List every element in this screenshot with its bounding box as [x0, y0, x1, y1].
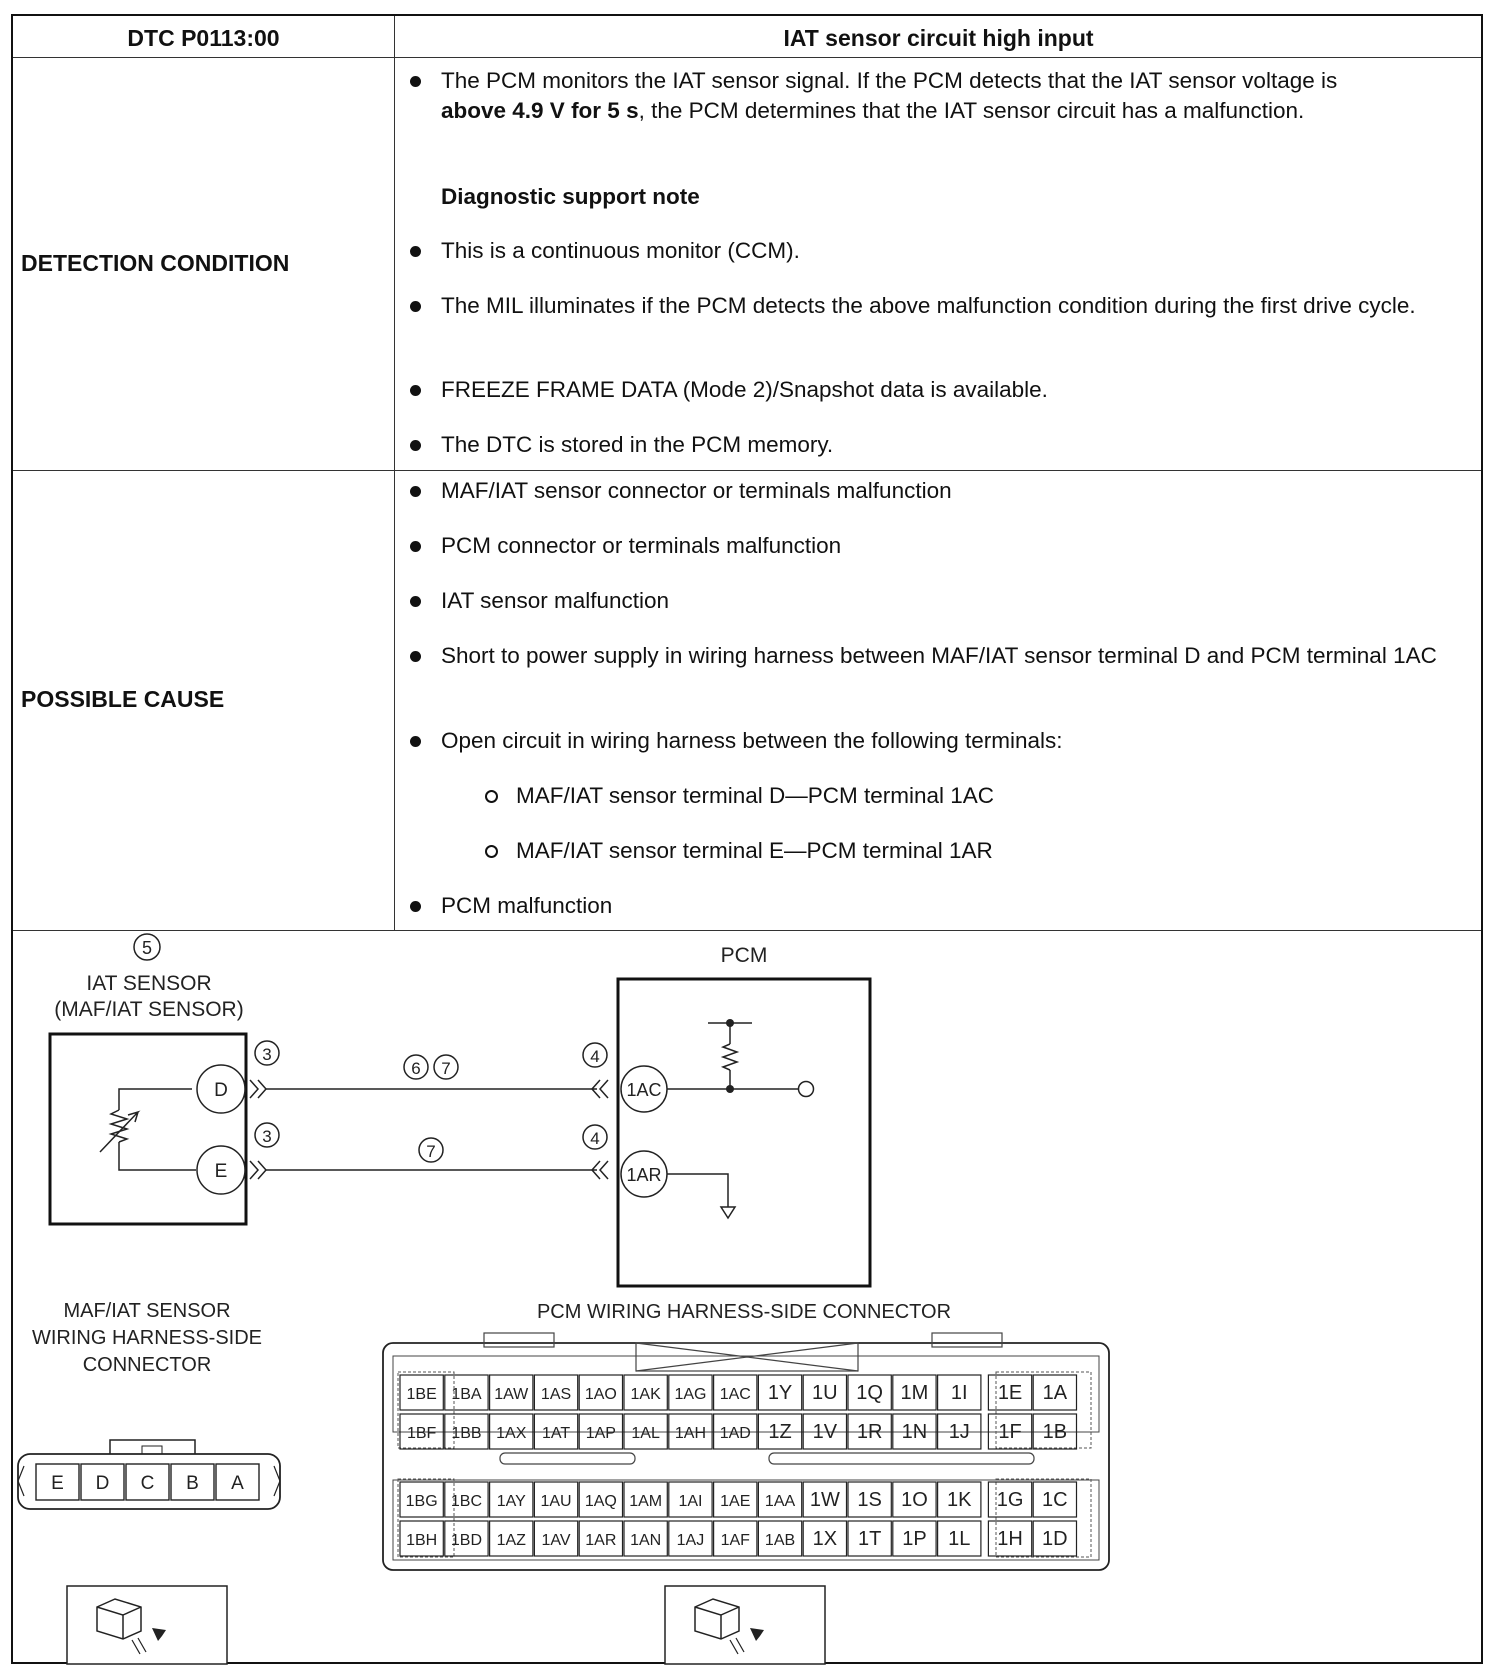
monitor-text-pre: The PCM monitors the IAT sensor signal. If the PCM detects that the IAT sensor voltage is [441, 68, 1338, 93]
cause-subtext: MAF/IAT sensor terminal E—PCM terminal 1AR [516, 838, 993, 863]
sensor-connector-pin-label: C [140, 1473, 155, 1494]
sensor-connector-title: CONNECTOR [82, 1354, 212, 1376]
dtc-title: IAT sensor circuit high input [783, 24, 1094, 51]
pcm-connector [383, 1333, 1109, 1570]
sensor-connector-key [142, 1446, 162, 1454]
pcm-connector-pin-label: 1BH [406, 1532, 438, 1549]
pcm-connector-pin-label: 1BE [406, 1386, 437, 1403]
pcm-connector-pin-label: 1D [1042, 1528, 1068, 1550]
pcm-connector-pin-label: 1Y [767, 1382, 793, 1404]
sensor-conn-ref: 3 [262, 1127, 272, 1146]
wire2-ref: 7 [426, 1142, 436, 1161]
pcm-connector-pin-label: 1AM [629, 1493, 663, 1510]
pcm-connector-pin-label: 1BF [406, 1425, 437, 1442]
diagnostic-note-heading: Diagnostic support note [441, 184, 700, 209]
note-text: The MIL illuminates if the PCM detects the above malfunction condition during the first drive cycle. [441, 293, 1416, 318]
pcm-connector-pin-label: 1AW [494, 1386, 529, 1403]
pcm-connector-pin-label: 1AP [585, 1425, 616, 1442]
pcm-connector-pin-label: 1K [947, 1489, 972, 1511]
pcm-connector-pin-label: 1AG [674, 1386, 707, 1403]
pcm-connector-pin-label: 1BB [451, 1425, 482, 1442]
cause-text: IAT sensor malfunction [441, 588, 670, 613]
pcm-connector-pin-label: 1AD [719, 1425, 751, 1442]
note-text: FREEZE FRAME DATA (Mode 2)/Snapshot data is available. [441, 377, 1048, 402]
pcm-title: PCM [720, 944, 768, 967]
pcm-connector-pin-label: 1M [900, 1382, 929, 1404]
dtc-code: DTC P0113:00 [127, 24, 280, 51]
pcm-connector-pin-label: 1AT [541, 1425, 571, 1442]
pcm-connector-pin-label: 1AS [540, 1386, 572, 1403]
note-text: The DTC is stored in the PCM memory. [441, 432, 834, 457]
pcm-connector-pin-label: 1A [1042, 1382, 1068, 1404]
pcm-connector-pin-label: 1U [812, 1382, 838, 1404]
sensor-connector-latch [110, 1440, 195, 1454]
thermistor-leads [119, 1089, 196, 1170]
pcm-connector-pin-label: 1AX [496, 1425, 527, 1442]
pcm-connector-pin-label: 1AI [678, 1493, 703, 1510]
pcm-connector-pin-label: 1I [950, 1382, 968, 1404]
pcm-connector-pin-label: 1AB [764, 1532, 796, 1549]
pcm-connector-pin-label: 1Q [856, 1382, 883, 1404]
wire1-ref: 7 [441, 1059, 451, 1078]
connector-view-icon [665, 1586, 825, 1664]
pcm-conn-ref: 4 [590, 1129, 600, 1148]
pcm-connector-pin-label: 1O [901, 1489, 928, 1511]
ground-icon [721, 1207, 735, 1218]
cause-subtext: MAF/IAT sensor terminal D—PCM terminal 1AC [516, 783, 995, 808]
pcm-connector-tab [484, 1333, 554, 1347]
pcm-connector-pin-label: 1AV [541, 1532, 571, 1549]
pcm-connector-pin-label: 1AU [540, 1493, 572, 1510]
possible-cause-label: POSSIBLE CAUSE [21, 686, 225, 712]
note-text: This is a continuous monitor (CCM). [441, 238, 800, 263]
sensor-connector-title: WIRING HARNESS-SIDE [31, 1327, 263, 1349]
pcm-connector-pin-label: 1AO [584, 1386, 617, 1403]
detection-label: DETECTION CONDITION [21, 250, 290, 276]
pcm-connector-pin-label: 1AQ [584, 1493, 617, 1510]
pcm-box [618, 979, 870, 1286]
pcm-connector-pin-label: 1BD [450, 1532, 483, 1549]
monitor-text-post: , the PCM determines that the IAT sensor circuit has a malfunction. [638, 98, 1305, 123]
pcm-connector-pin-label: 1BA [451, 1386, 482, 1403]
pcm-connector-pin-label: 1AE [720, 1493, 751, 1510]
pcm-connector-pin-label: 1BC [450, 1493, 483, 1510]
sensor-subtitle: (MAF/IAT SENSOR) [54, 998, 244, 1021]
pcm-connector-pin-label: 1H [997, 1528, 1023, 1550]
pcm-conn-ref: 4 [590, 1047, 600, 1066]
sensor-pin-e-label: E [214, 1161, 228, 1182]
sensor-ref-number: 5 [141, 938, 153, 958]
pcm-connector-slot [769, 1453, 1034, 1464]
monitor-threshold: above 4.9 V for 5 s [441, 98, 639, 123]
sensor-connector-pin-label: B [186, 1473, 199, 1494]
pullup-resistor [723, 1044, 737, 1070]
pcm-connector-pin-label: 1AF [720, 1532, 750, 1549]
pcm-connector-pin-label: 1P [902, 1528, 927, 1550]
cause-text: PCM connector or terminals malfunction [441, 533, 842, 558]
pcm-connector-pin-label: 1C [1042, 1489, 1068, 1511]
pcm-connector-pin-label: 1AZ [496, 1532, 526, 1549]
pcm-connector-slot [500, 1453, 635, 1464]
pcm-connector-pin-label: 1X [812, 1528, 838, 1550]
pcm-signal-terminal [799, 1082, 814, 1097]
pcm-connector-pin-label: 1BG [405, 1493, 438, 1510]
sensor-connector-pin-label: E [51, 1473, 64, 1494]
pcm-connector-pin-label: 1R [856, 1421, 883, 1443]
pcm-connector-tab [932, 1333, 1002, 1347]
cause-text: Open circuit in wiring harness between the following terminals: [441, 728, 1063, 753]
sensor-connector-pin-label: D [95, 1473, 110, 1494]
pcm-connector-pin-label: 1L [948, 1528, 971, 1550]
sensor-connector-title: MAF/IAT SENSOR [63, 1300, 231, 1322]
pcm-connector-pin-label: 1F [998, 1421, 1022, 1443]
pcm-connector-title: PCM WIRING HARNESS-SIDE CONNECTOR [536, 1301, 952, 1323]
pcm-connector-pin-label: 1AR [585, 1532, 617, 1549]
pcm-connector-pin-label: 1S [857, 1489, 882, 1511]
pcm-connector-pin-label: 1AA [764, 1493, 796, 1510]
sensor-connector [18, 1440, 280, 1509]
pcm-connector-pin-label: 1G [996, 1489, 1024, 1511]
pcm-pin-1ac-label: 1AC [626, 1080, 662, 1100]
ground-lead [667, 1174, 728, 1207]
sensor-box [50, 1034, 246, 1224]
wire1-ref: 6 [411, 1059, 421, 1078]
pcm-connector-pin-label: 1N [901, 1421, 928, 1443]
pcm-connector-pin-label: 1J [948, 1421, 970, 1443]
sensor-conn-ref: 3 [262, 1045, 272, 1064]
cause-text: PCM malfunction [441, 893, 613, 918]
view-icon-frame [665, 1586, 825, 1664]
pcm-connector-pin-label: 1AH [674, 1425, 707, 1442]
pcm-connector-pin-label: 1AJ [676, 1532, 705, 1549]
pcm-connector-pin-label: 1AC [719, 1386, 751, 1403]
view-icon-frame [67, 1586, 227, 1664]
sensor-pin-d-label: D [214, 1080, 228, 1101]
pcm-connector-lock-x [636, 1343, 858, 1371]
connector-view-icon [67, 1586, 227, 1664]
pcm-connector-pin-label: 1V [812, 1421, 838, 1443]
pcm-connector-pin-label: 1W [809, 1489, 840, 1511]
pcm-pin-1ar-label: 1AR [626, 1165, 662, 1185]
pcm-connector-pin-label: 1AK [630, 1386, 661, 1403]
sensor-title: IAT SENSOR [86, 972, 212, 995]
cause-text: MAF/IAT sensor connector or terminals malfunction [441, 478, 952, 503]
pcm-connector-pin-label: 1AL [631, 1425, 660, 1442]
pcm-connector-pin-label: 1E [997, 1382, 1023, 1404]
pcm-connector-pin-label: 1AN [630, 1532, 662, 1549]
pcm-connector-pin-label: 1T [857, 1528, 882, 1550]
pcm-connector-pin-label: 1B [1042, 1421, 1068, 1443]
sensor-connector-pin-label: A [231, 1473, 244, 1494]
pcm-connector-pin-label: 1AY [496, 1493, 526, 1510]
pcm-connector-pin-label: 1Z [768, 1421, 792, 1443]
cause-text: Short to power supply in wiring harness between MAF/IAT sensor terminal D and PCM terminal 1AC [441, 643, 1437, 668]
